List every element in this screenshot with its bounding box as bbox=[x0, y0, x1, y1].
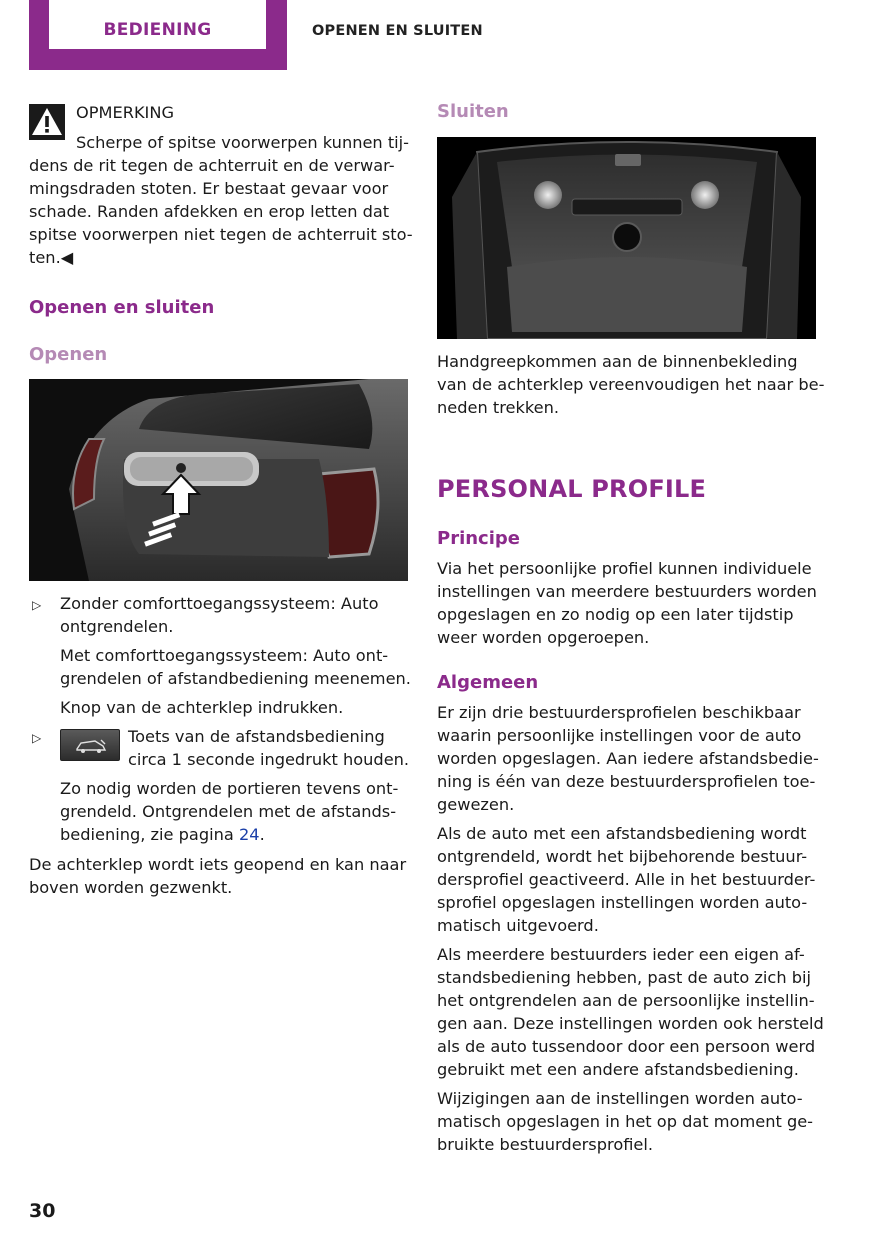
paragraph-line: Als de auto met een afstandsbediening wordt bbox=[437, 824, 807, 843]
page-link[interactable]: 24 bbox=[238, 825, 260, 844]
paragraph-line: boven worden gezwenkt. bbox=[29, 878, 233, 897]
paragraph-line: Via het persoonlijke profiel kunnen individuele bbox=[437, 559, 812, 578]
warning-line: schade. Randen afdekken en erop letten dat bbox=[29, 202, 390, 221]
paragraph-line: instellingen van meerdere bestuurders worden bbox=[437, 582, 817, 601]
bullet-line: Knop van de achterklep indrukken. bbox=[60, 698, 344, 717]
paragraph-line: De achterklep wordt iets geopend en kan naar bbox=[29, 855, 407, 874]
bullet-line: Toets van de afstandsbediening bbox=[128, 727, 385, 746]
bullet-line: circa 1 seconde ingedrukt houden. bbox=[128, 750, 410, 769]
warning-line: dens de rit tegen de achterruit en de verwar- bbox=[29, 156, 395, 175]
paragraph-line: neden trekken. bbox=[437, 398, 559, 417]
paragraph-line: ning is één van deze bestuurdersprofielen toe- bbox=[437, 772, 816, 791]
paragraph-line: standsbediening hebben, past de auto zich bij bbox=[437, 968, 811, 987]
heading-general: Algemeen bbox=[437, 672, 539, 693]
warning-icon bbox=[29, 104, 65, 140]
paragraph-line: van de achterklep vereenvoudigen het naar be- bbox=[437, 375, 825, 394]
paragraph-line: Er zijn drie bestuurdersprofielen beschikbaar bbox=[437, 703, 801, 722]
bullet-text-end: . bbox=[259, 825, 265, 844]
bullet-line: Zonder comforttoegangssysteem: Auto bbox=[60, 594, 379, 613]
bullet-line-with-link bbox=[60, 823, 265, 846]
page-number: 30 bbox=[29, 1200, 56, 1222]
heading-open-close: Openen en sluiten bbox=[29, 297, 215, 318]
bullet-line: ontgrendelen. bbox=[60, 617, 174, 636]
bullet-line: Zo nodig worden de portieren tevens ont- bbox=[60, 779, 399, 798]
paragraph-line: matisch uitgevoerd. bbox=[437, 916, 599, 935]
bullet-marker: ▷ bbox=[32, 598, 42, 612]
paragraph-line: dersprofiel geactiveerd. Alle in het bestuurder- bbox=[437, 870, 816, 889]
bullet-line: grendelen of afstandbediening meenemen. bbox=[60, 669, 411, 688]
warning-line: mingsdraden stoten. Er bestaat gevaar voor bbox=[29, 179, 389, 198]
warning-title: OPMERKING bbox=[76, 103, 174, 122]
warning-line: ten.◀ bbox=[29, 248, 74, 267]
bullet-line: grendeld. Ontgrendelen met de afstands- bbox=[60, 802, 397, 821]
paragraph-line: waarin persoonlijke instellingen voor de auto bbox=[437, 726, 802, 745]
section-title: PERSONAL PROFILE bbox=[437, 475, 707, 503]
paragraph-line: bruikte bestuurdersprofiel. bbox=[437, 1135, 654, 1154]
warning-line: spitse voorwerpen niet tegen de achterruit sto- bbox=[29, 225, 413, 244]
paragraph-line: sprofiel opgeslagen instellingen worden auto- bbox=[437, 893, 808, 912]
paragraph-line: Als meerdere bestuurders ieder een eigen af- bbox=[437, 945, 805, 964]
tailgate-photo bbox=[29, 379, 408, 581]
tailgate-inside-photo bbox=[437, 137, 816, 339]
bullet-marker: ▷ bbox=[32, 731, 42, 745]
paragraph-line: als de auto tussendoor door een persoon werd bbox=[437, 1037, 816, 1056]
paragraph-line: gebruikt met een andere afstandsbediening. bbox=[437, 1060, 799, 1079]
heading-open: Openen bbox=[29, 344, 108, 365]
paragraph-line: worden opgeslagen. Aan iedere afstandsbedie- bbox=[437, 749, 819, 768]
paragraph-line: weer worden opgeroepen. bbox=[437, 628, 650, 647]
paragraph-line: matisch opgeslagen in het op dat moment ge- bbox=[437, 1112, 814, 1131]
bullet-line: Met comforttoegangssysteem: Auto ont- bbox=[60, 646, 389, 665]
warning-line: Scherpe of spitse voorwerpen kunnen tij- bbox=[76, 133, 410, 152]
paragraph-line: het ontgrendelen aan de persoonlijke instellin- bbox=[437, 991, 815, 1010]
heading-principle: Principe bbox=[437, 528, 520, 549]
bullet-text: bediening, zie pagina bbox=[60, 825, 239, 844]
heading-close: Sluiten bbox=[437, 101, 509, 122]
paragraph-line: Handgreepkommen aan de binnenbekleding bbox=[437, 352, 798, 371]
paragraph-line: gewezen. bbox=[437, 795, 515, 814]
chapter-label: BEDIENING bbox=[103, 20, 212, 40]
remote-tailgate-key-icon bbox=[60, 729, 120, 761]
paragraph-line: Wijzigingen aan de instellingen worden auto- bbox=[437, 1089, 803, 1108]
paragraph-line: ontgrendeld, wordt het bijbehorende bestuur- bbox=[437, 847, 808, 866]
section-label: OPENEN EN SLUITEN bbox=[312, 23, 483, 39]
paragraph-line: gen aan. Deze instellingen worden ook hersteld bbox=[437, 1014, 824, 1033]
paragraph-line: opgeslagen en zo nodig op een later tijdstip bbox=[437, 605, 794, 624]
